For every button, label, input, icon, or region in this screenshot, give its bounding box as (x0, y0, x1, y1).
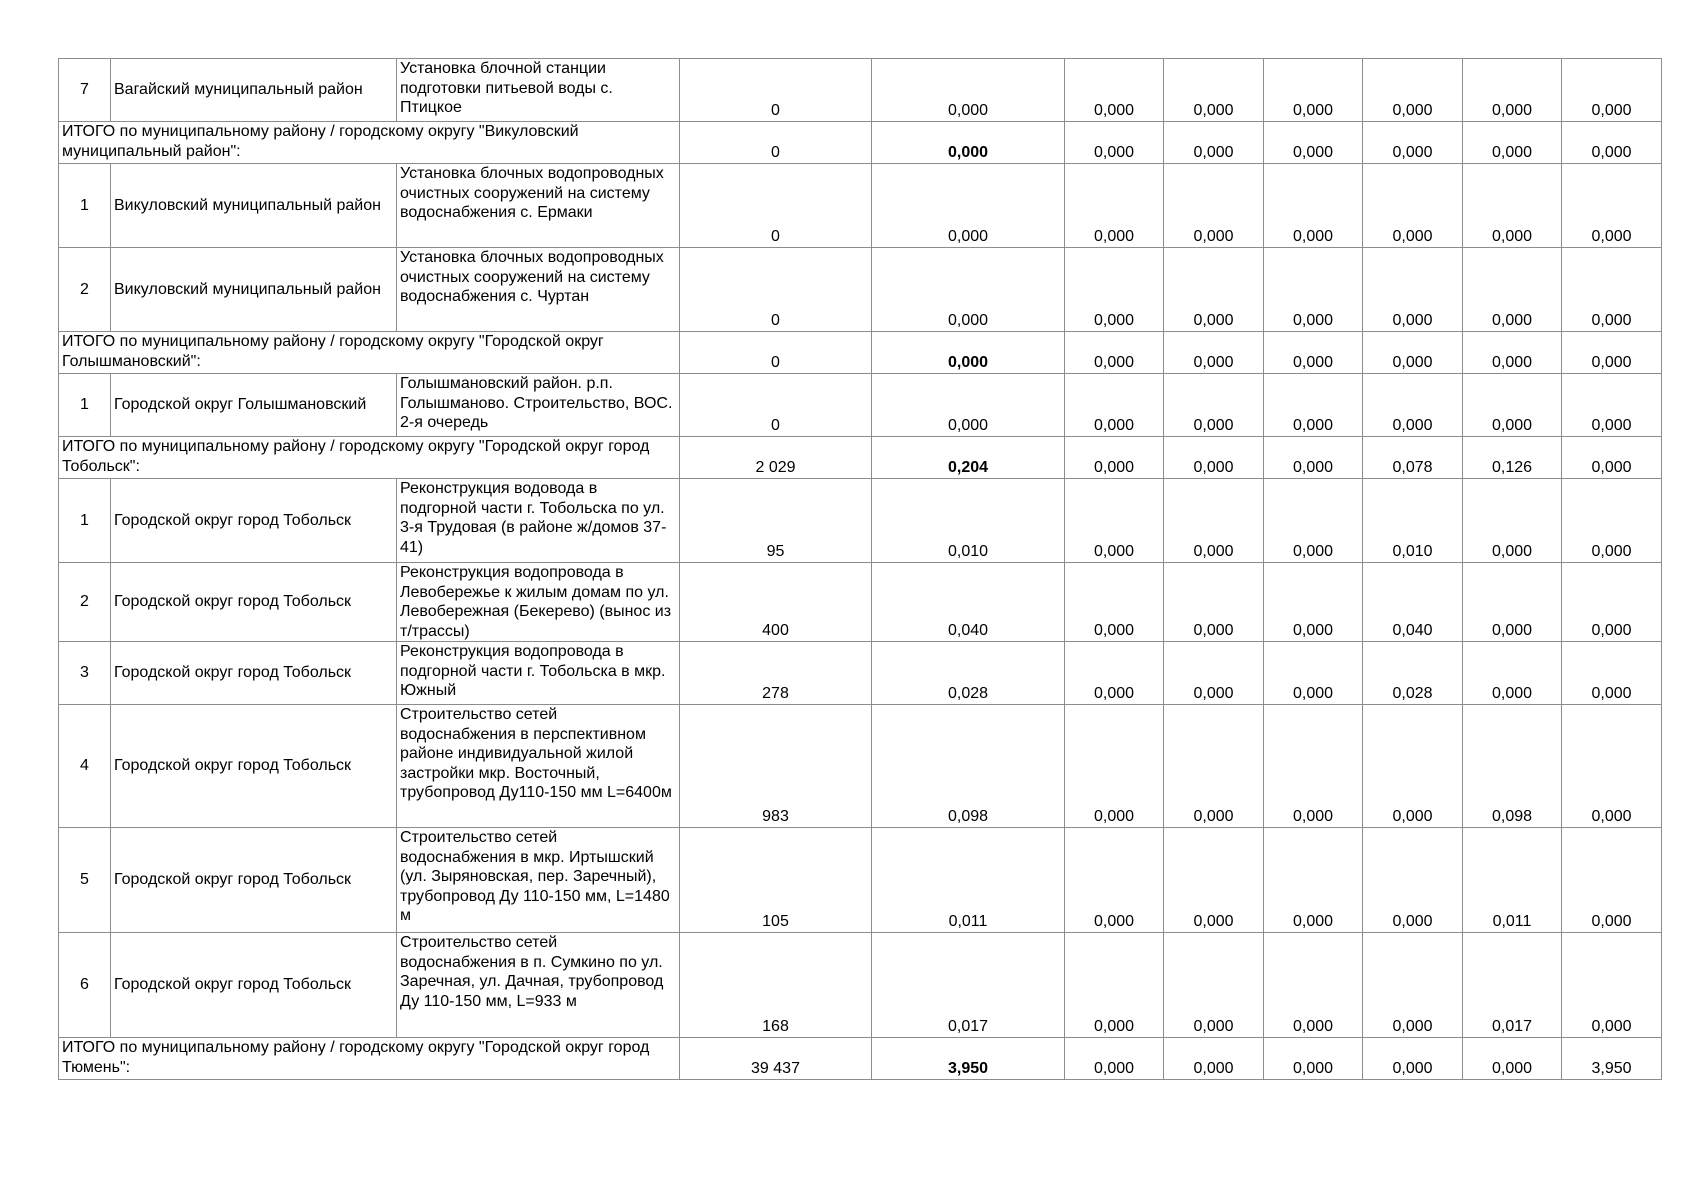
value-cell: 0,000 (1264, 164, 1363, 248)
row-number-cell: 6 (59, 933, 111, 1038)
value-cell: 0,000 (1065, 1038, 1164, 1080)
value-cell: 0,028 (872, 642, 1065, 705)
total-row (59, 437, 1662, 479)
value-cell: 0,000 (1562, 374, 1662, 437)
description-cell: Голышмановский район. р.п. Голышманово. Строительство, ВОС. 2-я очередь (397, 374, 680, 437)
value-cell: 0,000 (1463, 164, 1562, 248)
row-number-cell: 1 (59, 374, 111, 437)
value-cell: 0,000 (1065, 374, 1164, 437)
value-cell: 95 (680, 479, 872, 563)
value-cell: 0,000 (1562, 332, 1662, 374)
value-cell: 0,000 (1264, 933, 1363, 1038)
investment-table (58, 58, 1662, 1080)
value-cell: 0,000 (1264, 248, 1363, 332)
municipality-cell: Викуловский муниципальный район (111, 164, 397, 248)
value-cell: 0,000 (1363, 248, 1463, 332)
value-cell: 0,040 (1363, 563, 1463, 642)
value-cell: 0,000 (1363, 705, 1463, 828)
value-cell: 0,000 (872, 164, 1065, 248)
value-cell: 0,000 (1363, 332, 1463, 374)
value-cell: 0,000 (1065, 828, 1164, 933)
value-cell: 0,000 (1065, 479, 1164, 563)
total-row (59, 332, 1662, 374)
municipality-cell: Городской округ Голышмановский (111, 374, 397, 437)
value-cell: 0,010 (872, 479, 1065, 563)
value-cell: 0,000 (1562, 164, 1662, 248)
total-label-cell: ИТОГО по муниципальному району / городскому округу "Городской округ город Тюмень": (59, 1038, 680, 1080)
value-cell: 0,000 (1363, 1038, 1463, 1080)
value-cell: 0,000 (1264, 122, 1363, 164)
description-cell: Реконструкция водовода в подгорной части г. Тобольска по ул. 3-я Трудовая (в районе ж/домов 37-41) (397, 479, 680, 563)
value-cell: 0,000 (1164, 374, 1264, 437)
row-number-cell: 1 (59, 479, 111, 563)
municipality-cell: Вагайский муниципальный район (111, 59, 397, 122)
row-number-cell: 2 (59, 248, 111, 332)
value-cell: 0,000 (1164, 122, 1264, 164)
row-number-cell: 1 (59, 164, 111, 248)
total-row (59, 122, 1662, 164)
total-row (59, 1038, 1662, 1080)
value-cell: 0,000 (1264, 437, 1363, 479)
value-cell: 0,000 (1264, 374, 1363, 437)
value-cell: 0,000 (1562, 705, 1662, 828)
table-row (59, 563, 1662, 642)
description-cell: Установка блочных водопроводных очистных сооружений на систему водоснабжения с. Чуртан (397, 248, 680, 332)
value-cell: 0,000 (1065, 705, 1164, 828)
value-cell: 0,000 (1562, 437, 1662, 479)
value-cell: 0,000 (1562, 828, 1662, 933)
value-cell: 0,000 (1264, 642, 1363, 705)
value-cell: 3,950 (1562, 1038, 1662, 1080)
value-cell: 0,000 (1363, 374, 1463, 437)
municipality-cell: Городской округ город Тобольск (111, 642, 397, 705)
value-cell: 0,010 (1363, 479, 1463, 563)
value-cell: 0,126 (1463, 437, 1562, 479)
total-label-cell: ИТОГО по муниципальному району / городскому округу "Викуловский муниципальный район": (59, 122, 680, 164)
value-cell: 0,000 (1562, 248, 1662, 332)
value-cell: 0,000 (1264, 1038, 1363, 1080)
value-cell: 0,000 (1562, 563, 1662, 642)
table-row (59, 248, 1662, 332)
value-cell: 0,000 (1363, 828, 1463, 933)
value-cell: 0 (680, 248, 872, 332)
value-cell: 0,000 (1562, 642, 1662, 705)
description-cell: Строительство сетей водоснабжения в мкр. Иртышский (ул. Зыряновская, пер. Заречный), трубопровод Ду 110-150 мм, L=1480 м (397, 828, 680, 933)
total-label-cell: ИТОГО по муниципальному району / городскому округу "Городской округ город Тобольск": (59, 437, 680, 479)
value-cell: 0 (680, 59, 872, 122)
value-cell: 0,000 (1164, 828, 1264, 933)
value-cell: 0,000 (1065, 563, 1164, 642)
value-cell: 0,000 (1164, 164, 1264, 248)
table-row (59, 642, 1662, 705)
value-cell: 0,000 (872, 374, 1065, 437)
municipality-cell: Городской округ город Тобольск (111, 828, 397, 933)
municipality-cell: Городской округ город Тобольск (111, 563, 397, 642)
value-cell: 0,028 (1363, 642, 1463, 705)
table-body (59, 59, 1662, 1080)
value-cell: 0 (680, 374, 872, 437)
value-cell: 0,000 (1562, 933, 1662, 1038)
row-number-cell: 7 (59, 59, 111, 122)
value-cell: 0,011 (872, 828, 1065, 933)
value-cell: 0,000 (1164, 332, 1264, 374)
row-number-cell: 3 (59, 642, 111, 705)
value-cell: 0,000 (1264, 563, 1363, 642)
value-cell: 0,000 (1463, 563, 1562, 642)
table-row (59, 374, 1662, 437)
value-cell: 0,000 (1065, 642, 1164, 705)
value-cell: 0 (680, 164, 872, 248)
value-cell: 0,000 (1363, 164, 1463, 248)
value-cell: 0,000 (1065, 933, 1164, 1038)
value-cell: 0,000 (1065, 59, 1164, 122)
value-cell: 0,000 (1164, 59, 1264, 122)
value-cell: 0,000 (1463, 374, 1562, 437)
value-cell: 0,000 (1164, 1038, 1264, 1080)
value-cell: 0,000 (1363, 122, 1463, 164)
value-cell: 0,017 (1463, 933, 1562, 1038)
value-cell: 0,000 (1463, 642, 1562, 705)
value-cell: 0,098 (872, 705, 1065, 828)
value-cell: 0,000 (1164, 933, 1264, 1038)
value-cell: 0,017 (872, 933, 1065, 1038)
description-cell: Реконструкция водопровода в Левобережье к жилым домам по ул. Левобережная (Бекерево) (вынос из т/трассы) (397, 563, 680, 642)
table-row (59, 705, 1662, 828)
value-cell: 0,000 (1463, 122, 1562, 164)
value-cell: 0 (680, 332, 872, 374)
value-cell: 0,000 (1264, 332, 1363, 374)
total-label-cell: ИТОГО по муниципальному району / городскому округу "Городской округ Голышмановский": (59, 332, 680, 374)
value-cell: 0,000 (1065, 122, 1164, 164)
row-number-cell: 2 (59, 563, 111, 642)
value-cell: 0,000 (1363, 933, 1463, 1038)
value-cell: 0,000 (1065, 332, 1164, 374)
municipality-cell: Городской округ город Тобольск (111, 479, 397, 563)
value-cell: 0,011 (1463, 828, 1562, 933)
row-number-cell: 4 (59, 705, 111, 828)
value-cell: 0,000 (1264, 705, 1363, 828)
table-row (59, 933, 1662, 1038)
description-cell: Реконструкция водопровода в подгорной части г. Тобольска в мкр. Южный (397, 642, 680, 705)
value-cell: 0,000 (872, 248, 1065, 332)
table-row (59, 59, 1662, 122)
municipality-cell: Викуловский муниципальный район (111, 248, 397, 332)
value-cell: 0,000 (872, 59, 1065, 122)
value-cell: 0,000 (1164, 437, 1264, 479)
value-cell: 0,000 (1463, 248, 1562, 332)
value-cell: 0,000 (1065, 248, 1164, 332)
value-cell: 0,000 (1164, 479, 1264, 563)
value-cell: 0,000 (1065, 437, 1164, 479)
value-cell: 0,000 (1264, 59, 1363, 122)
table-row (59, 828, 1662, 933)
value-cell: 0,040 (872, 563, 1065, 642)
value-cell: 3,950 (872, 1038, 1065, 1080)
description-cell: Строительство сетей водоснабжения в п. Сумкино по ул. Заречная, ул. Дачная, трубопровод Ду 110-150 мм, L=933 м (397, 933, 680, 1038)
value-cell: 0,098 (1463, 705, 1562, 828)
value-cell: 0,000 (1463, 1038, 1562, 1080)
value-cell: 0,000 (1562, 479, 1662, 563)
value-cell: 0,000 (1164, 248, 1264, 332)
municipality-cell: Городской округ город Тобольск (111, 705, 397, 828)
value-cell: 0,000 (1562, 122, 1662, 164)
value-cell: 0,000 (872, 332, 1065, 374)
value-cell: 0,204 (872, 437, 1065, 479)
value-cell: 168 (680, 933, 872, 1038)
value-cell: 0,000 (1164, 563, 1264, 642)
value-cell: 0,000 (1264, 479, 1363, 563)
value-cell: 0 (680, 122, 872, 164)
value-cell: 0,000 (1164, 642, 1264, 705)
value-cell: 0,000 (1363, 59, 1463, 122)
value-cell: 0,000 (1463, 332, 1562, 374)
description-cell: Установка блочной станции подготовки питьевой воды с. Птицкое (397, 59, 680, 122)
value-cell: 39 437 (680, 1038, 872, 1080)
table-row (59, 164, 1662, 248)
municipality-cell: Городской округ город Тобольск (111, 933, 397, 1038)
description-cell: Строительство сетей водоснабжения в перспективном районе индивидуальной жилой застройки мкр. Восточный, трубопровод Ду110-150 мм L=6400м (397, 705, 680, 828)
value-cell: 105 (680, 828, 872, 933)
value-cell: 0,000 (872, 122, 1065, 164)
value-cell: 0,000 (1264, 828, 1363, 933)
description-cell: Установка блочных водопроводных очистных сооружений на систему водоснабжения с. Ермаки (397, 164, 680, 248)
value-cell: 0,000 (1065, 164, 1164, 248)
value-cell: 0,000 (1463, 59, 1562, 122)
value-cell: 2 029 (680, 437, 872, 479)
value-cell: 278 (680, 642, 872, 705)
value-cell: 0,078 (1363, 437, 1463, 479)
value-cell: 400 (680, 563, 872, 642)
value-cell: 0,000 (1463, 479, 1562, 563)
value-cell: 0,000 (1164, 705, 1264, 828)
value-cell: 983 (680, 705, 872, 828)
value-cell: 0,000 (1562, 59, 1662, 122)
table-row (59, 479, 1662, 563)
document-page (58, 58, 1662, 1080)
row-number-cell: 5 (59, 828, 111, 933)
